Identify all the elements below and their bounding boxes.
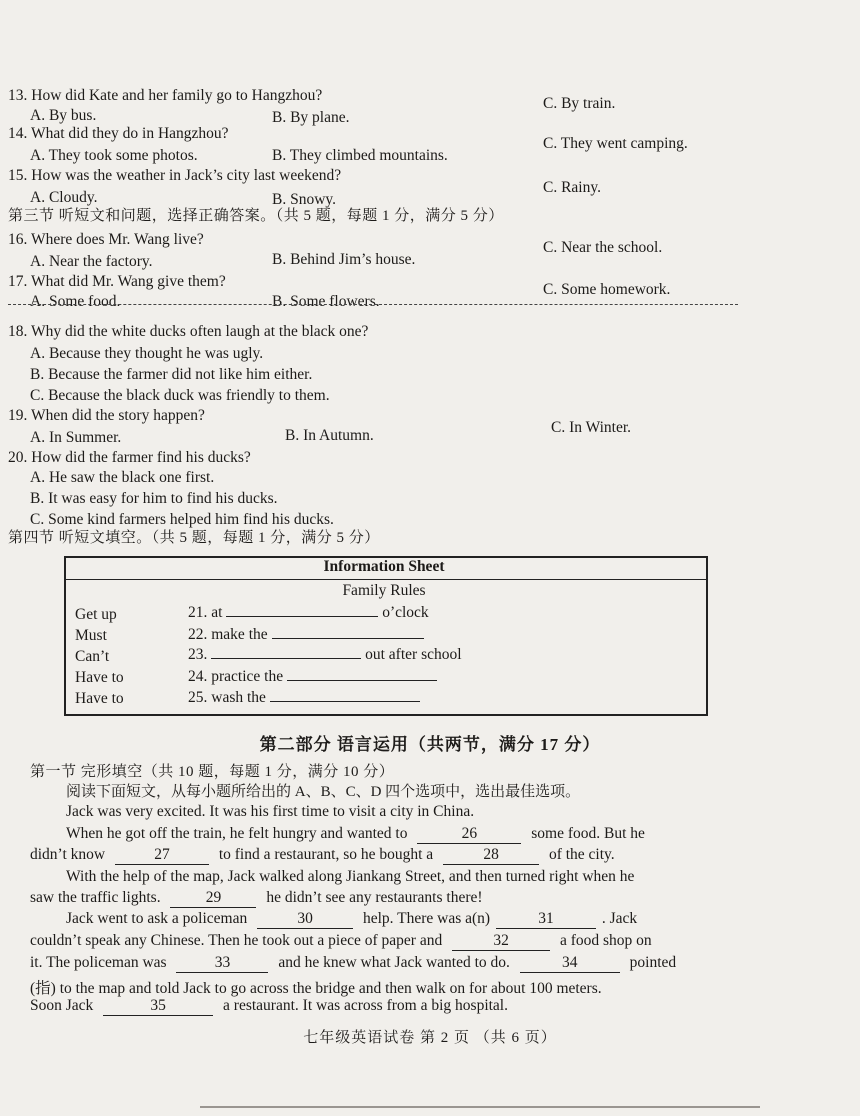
q19-option-b: B. In Autumn. — [285, 427, 374, 444]
q17-option-b: B. Some flowers. — [272, 293, 380, 310]
cloze-line-9: (指) to the map and told Jack to go across the bridge and then walk on for about 100 meters. — [30, 980, 602, 997]
cloze-text: he didn’t see any restaurants there! — [266, 889, 483, 906]
part-2-instructions: 阅读下面短文，从每小题所给出的 A、B、C、D 四个选项中，选出最佳选项。 — [66, 784, 581, 800]
cloze-line-4: With the help of the map, Jack walked along Jiankang Street, and then turned right when he — [66, 868, 635, 885]
cloze-blank-30[interactable] — [257, 910, 353, 929]
page-footer: 七年级英语试卷 第 2 页 （共 6 页） — [303, 1030, 557, 1046]
blank-number: 29 — [205, 889, 222, 906]
cloze-text: couldn’t speak any Chinese. Then he took out a piece of paper and — [30, 932, 443, 949]
blank-number: 26 — [461, 825, 478, 842]
cloze-text: of the city. — [548, 846, 615, 863]
rule-item-24 — [188, 668, 437, 686]
rule-num: 21. at — [188, 604, 223, 621]
cloze-blank-34[interactable] — [520, 954, 620, 973]
answer-blank-23[interactable] — [211, 658, 361, 659]
cut-line — [8, 304, 738, 305]
cloze-text: a food shop on — [559, 932, 652, 949]
q13-option-c: C. By train. — [543, 95, 616, 112]
q18-option-b: B. Because the farmer did not like him either. — [30, 366, 313, 383]
q15-option-a: A. Cloudy. — [30, 189, 98, 206]
question-18: 18. Why did the white ducks often laugh at the black one? — [8, 323, 369, 340]
part-2-title: 第二部分 语言运用（共两节，满分 17 分） — [259, 735, 601, 754]
q16-option-a: A. Near the factory. — [30, 253, 153, 270]
cloze-blank-26[interactable] — [417, 825, 521, 844]
cloze-text: Jack went to ask a policeman — [66, 910, 248, 927]
cloze-text: it. The policeman was — [30, 954, 167, 971]
cloze-text: Soon Jack — [30, 997, 94, 1014]
rule-label: Must — [75, 627, 107, 644]
cloze-line-5 — [30, 889, 483, 908]
cloze-blank-32[interactable] — [452, 932, 550, 951]
cloze-blank-33[interactable] — [176, 954, 268, 973]
rule-label: Have to — [75, 669, 124, 686]
answer-blank-22[interactable] — [272, 638, 424, 639]
cloze-line-6 — [66, 910, 637, 929]
section-3-heading: 第三节 听短文和问题，选择正确答案。（共 5 题，每题 1 分，满分 5 分） — [8, 208, 504, 224]
cloze-line-2 — [66, 825, 645, 844]
cloze-text: some food. But he — [531, 825, 645, 842]
cloze-text: When he got off the train, he felt hungry and wanted to — [66, 825, 408, 842]
rule-num: 23. — [188, 646, 208, 663]
cloze-text: to find a restaurant, so he bought a — [218, 846, 434, 863]
q19-option-c: C. In Winter. — [551, 419, 632, 436]
q19-option-a: A. In Summer. — [30, 429, 122, 446]
cloze-blank-31[interactable] — [496, 910, 596, 929]
section-4-heading: 第四节 听短文填空。（共 5 题，每题 1 分，满分 5 分） — [8, 530, 380, 546]
blank-number: 33 — [214, 954, 231, 971]
blank-number: 32 — [493, 932, 509, 949]
q13-option-b: B. By plane. — [272, 109, 350, 126]
rule-item-23 — [188, 646, 462, 664]
cloze-text: . Jack — [601, 910, 638, 927]
cloze-line-1: Jack was very excited. It was his first time to visit a city in China. — [66, 803, 475, 820]
cloze-blank-35[interactable] — [103, 997, 213, 1016]
info-sheet-title: Information Sheet — [323, 558, 445, 575]
rule-after: o’clock — [382, 604, 429, 621]
info-sheet-subtitle: Family Rules — [342, 582, 426, 599]
question-16: 16. Where does Mr. Wang live? — [8, 231, 204, 248]
q17-option-c: C. Some homework. — [543, 281, 671, 298]
rule-label: Have to — [75, 690, 124, 707]
info-sheet-divider — [64, 579, 708, 580]
cloze-blank-27[interactable] — [115, 846, 209, 865]
q20-option-a: A. He saw the black one first. — [30, 469, 215, 486]
rule-num: 25. wash the — [188, 689, 266, 706]
q18-option-c: C. Because the black duck was friendly to them. — [30, 387, 330, 404]
blank-number: 31 — [538, 910, 554, 927]
rule-after: out after school — [365, 646, 462, 663]
q17-option-a: A. Some food. — [30, 293, 121, 310]
blank-number: 30 — [297, 910, 313, 927]
rule-item-22 — [188, 626, 424, 644]
q20-option-c: C. Some kind farmers helped him find his ducks. — [30, 511, 334, 528]
cloze-text: saw the traffic lights. — [30, 889, 161, 906]
cloze-line-10 — [30, 997, 508, 1016]
q15-option-c: C. Rainy. — [543, 179, 601, 196]
rule-num: 24. practice the — [188, 668, 284, 685]
q14-option-b: B. They climbed mountains. — [272, 147, 448, 164]
question-17: 17. What did Mr. Wang give them? — [8, 273, 226, 290]
cloze-line-3 — [30, 846, 615, 865]
question-20: 20. How did the farmer find his ducks? — [8, 449, 251, 466]
cloze-blank-29[interactable] — [170, 889, 256, 908]
q15-option-b: B. Snowy. — [272, 191, 337, 208]
q18-option-a: A. Because they thought he was ugly. — [30, 345, 264, 362]
q14-option-a: A. They took some photos. — [30, 147, 198, 164]
answer-blank-25[interactable] — [270, 701, 420, 702]
cloze-text: didn’t know — [30, 846, 106, 863]
rule-label: Can’t — [75, 648, 110, 665]
rule-num: 22. make the — [188, 626, 268, 643]
question-15: 15. How was the weather in Jack’s city last weekend? — [8, 167, 342, 184]
cloze-blank-28[interactable] — [443, 846, 539, 865]
cloze-text: help. There was a(n) — [362, 910, 491, 927]
rule-label: Get up — [75, 606, 117, 623]
question-14: 14. What did they do in Hangzhou? — [8, 125, 229, 142]
answer-blank-24[interactable] — [287, 680, 437, 681]
cloze-line-8 — [30, 954, 676, 973]
page-edge-shadow — [200, 1106, 760, 1108]
blank-number: 27 — [154, 846, 170, 863]
q13-option-a: A. By bus. — [30, 107, 97, 124]
q16-option-c: C. Near the school. — [543, 239, 663, 256]
answer-blank-21[interactable] — [226, 616, 378, 617]
q14-option-c: C. They went camping. — [543, 135, 688, 152]
q16-option-b: B. Behind Jim’s house. — [272, 251, 416, 268]
rule-item-25 — [188, 689, 420, 707]
cloze-text: pointed — [629, 954, 677, 971]
cloze-line-7 — [30, 932, 652, 951]
question-13: 13. How did Kate and her family go to Hangzhou? — [8, 87, 323, 104]
blank-number: 28 — [483, 846, 499, 863]
rule-item-21 — [188, 604, 429, 622]
blank-number: 34 — [562, 954, 578, 971]
cloze-text: and he knew what Jack wanted to do. — [278, 954, 510, 971]
question-19: 19. When did the story happen? — [8, 407, 205, 424]
part-2-section-1: 第一节 完形填空（共 10 题，每题 1 分，满分 10 分） — [30, 764, 395, 780]
cloze-text: a restaurant. It was across from a big hospital. — [223, 997, 508, 1014]
blank-number: 35 — [150, 997, 166, 1014]
q20-option-b: B. It was easy for him to find his ducks. — [30, 490, 278, 507]
